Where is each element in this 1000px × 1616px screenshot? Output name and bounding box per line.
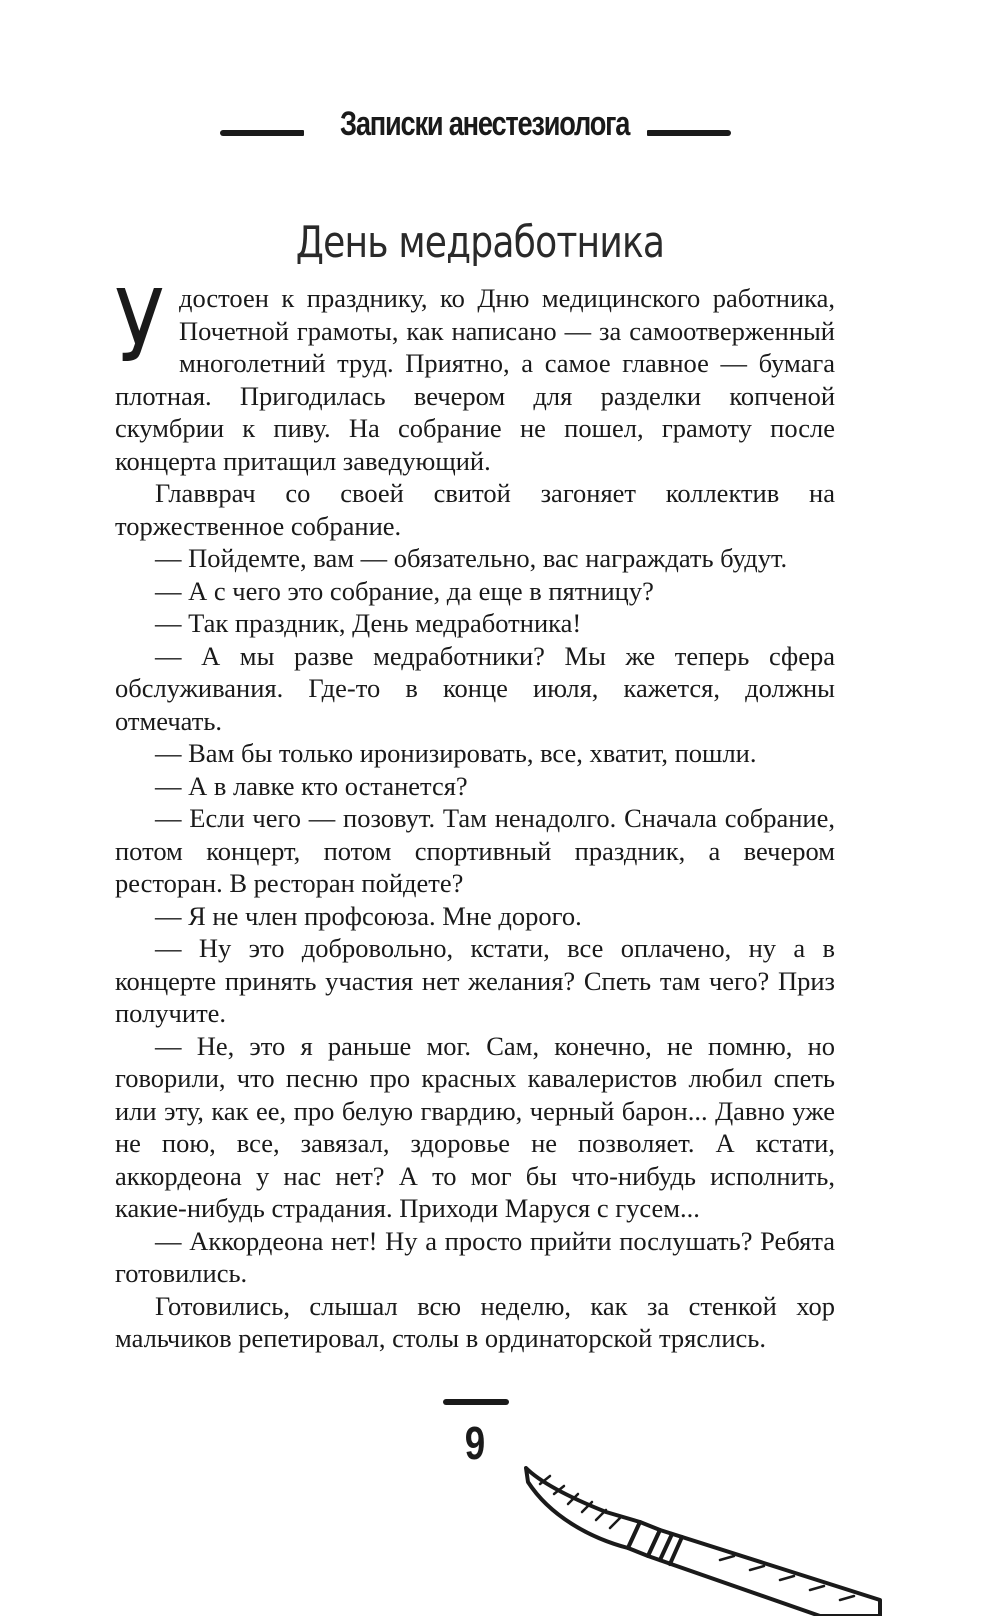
header-rule-right	[647, 130, 731, 136]
paragraph: — А мы разве медработники? Мы же теперь сфера обслуживания. Где-то в конце июля, кажется, должны отмечать.	[115, 640, 835, 736]
paragraph: — Пойдемте, вам — обязательно, вас награждать будут.	[155, 543, 788, 573]
paragraph: — Ну это добровольно, кстати, все оплачено, ну а в концерте принять участия нет желания? Спеть там чего? Приз получите.	[115, 933, 835, 1028]
paragraph: — Не, это я раньше мог. Сам, конечно, не помню, но говорили, что песню про красных кавалеристов любил спеть или эту, как ее, про белую гвардию, черный барон... Давно уже не пою, все, завязал, здоровье не позволяет. А кстати, аккордеона у нас нет? А то мог бы что-нибудь исполнить, какие-нибудь страдания. Приходи Маруся с гусем...	[115, 1030, 835, 1223]
page-number: 9	[464, 1417, 486, 1469]
paragraph: Готовились, слышал всю неделю, как за стенкой хор мальчиков репетировал, столы в ординаторской тряслись.	[115, 1290, 835, 1353]
paragraph: — А в лавке кто останется?	[155, 770, 468, 801]
paragraph: — Вам бы только иронизировать, все, хватит, пошли.	[155, 738, 757, 768]
paragraph: — Аккордеона нет! Ну а просто прийти послушать? Ребята готовились.	[115, 1225, 835, 1288]
chapter-title: День медработника	[295, 217, 665, 269]
drop-cap: У	[115, 268, 164, 385]
scalpel-icon	[520, 1460, 890, 1616]
paragraph: — А с чего это собрание, да еще в пятницу?	[155, 575, 654, 606]
paragraph: — Я не член профсоюза. Мне дорого.	[155, 900, 582, 931]
paragraph: Главврач со своей свитой загоняет коллектив на торжественное собрание.	[115, 478, 835, 541]
folio-rule	[443, 1399, 509, 1405]
paragraph: — Если чего — позовут. Там ненадолго. Сначала собрание, потом концерт, потом спортивный праздник, а вечером ресторан. В ресторан пойдете?	[115, 803, 835, 898]
paragraph: — Так праздник, День медработника!	[155, 608, 582, 638]
running-header	[0, 100, 1000, 150]
body-text	[115, 268, 835, 1355]
paragraph-text: достоен к празднику, ко Дню медицинского работника, Почетной грамоты, как написано — за самоотверженный многолетний труд. Приятно, а самое главное — бумага плотная. Пригодилась вечером для разделки копченой скумбрии к пиву. На собрание не пошел, грамоту после концерта притащил заведующий.	[115, 283, 835, 476]
header-rule-left	[220, 130, 304, 136]
running-title: Записки анестезиолога	[340, 105, 630, 143]
paragraph	[115, 268, 835, 477]
